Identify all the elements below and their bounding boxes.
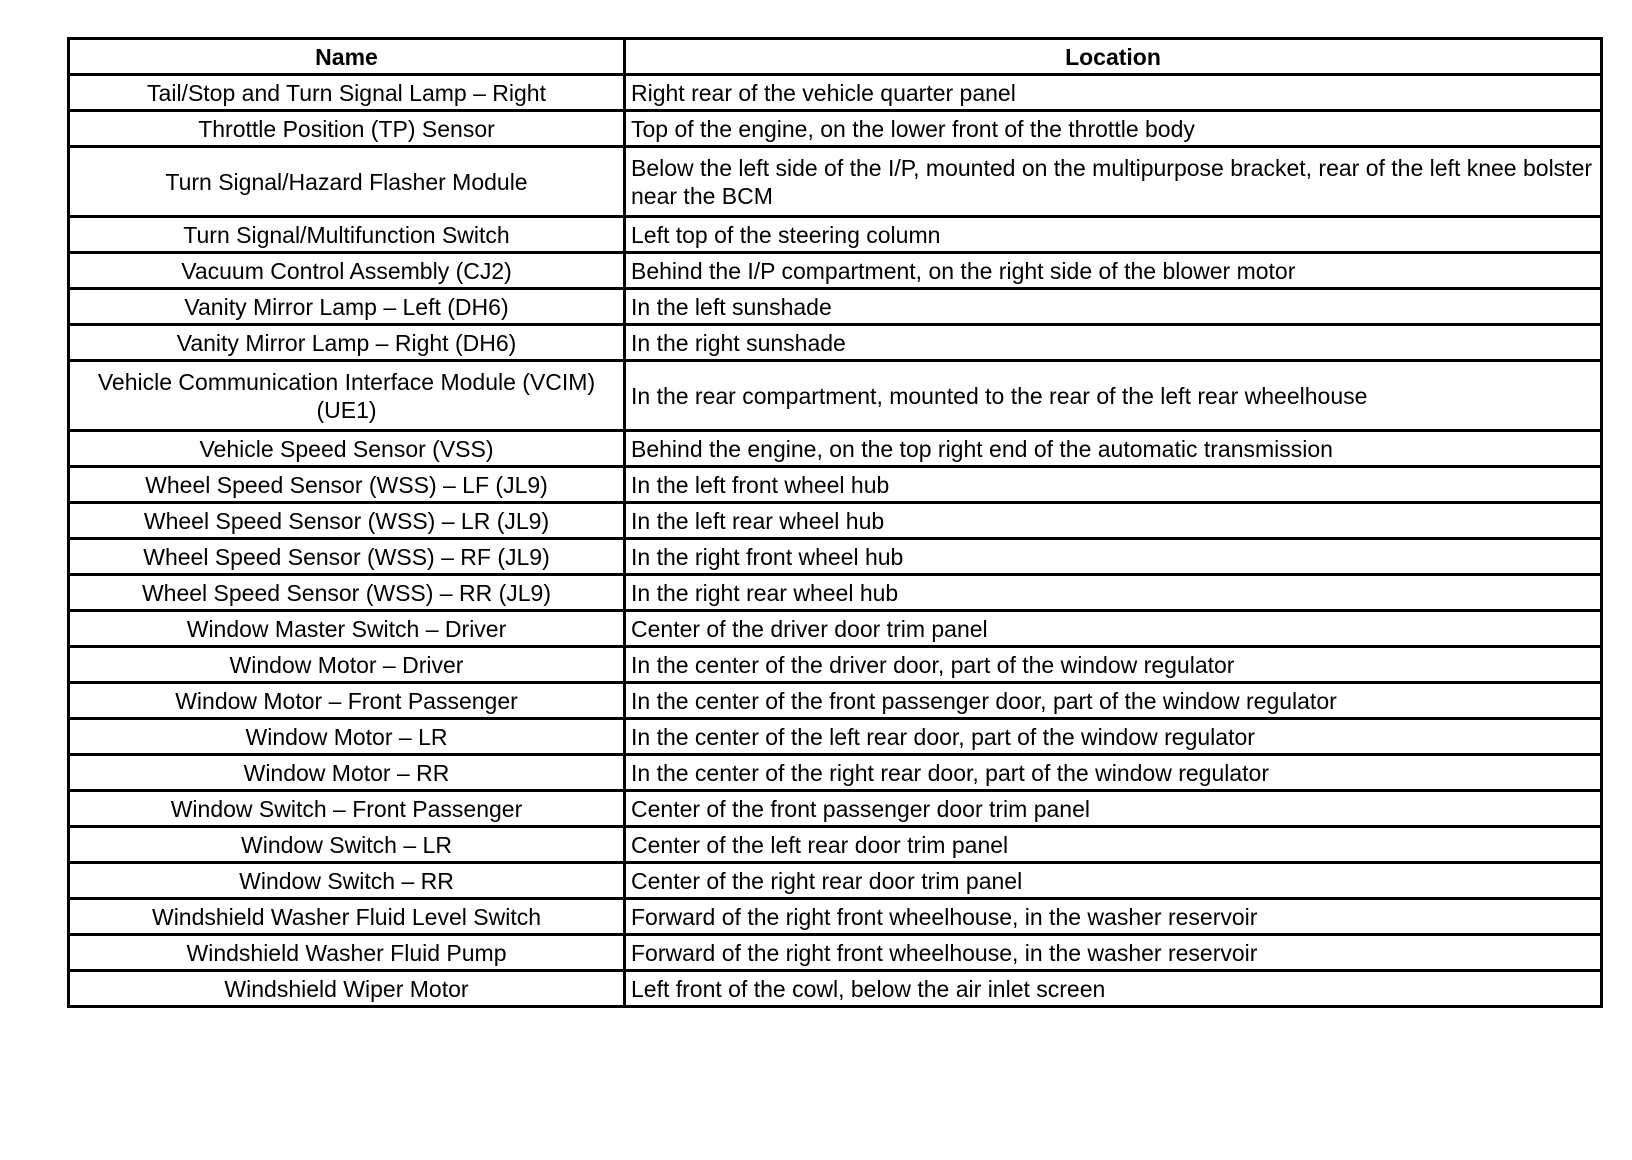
table-row: [69, 503, 1602, 539]
component-location-cell: Behind the engine, on the top right end of the automatic transmission: [625, 431, 1602, 467]
table-header: [69, 39, 1602, 75]
component-name-cell: Windshield Washer Fluid Pump: [69, 935, 625, 971]
component-name-cell: Windshield Wiper Motor: [69, 971, 625, 1007]
component-name-cell: Window Motor – RR: [69, 755, 625, 791]
component-location-cell: Center of the right rear door trim panel: [625, 863, 1602, 899]
table-row: [69, 539, 1602, 575]
component-location-cell: Center of the driver door trim panel: [625, 611, 1602, 647]
component-location-cell: Left top of the steering column: [625, 217, 1602, 253]
component-location-table: [67, 37, 1603, 1008]
component-location-cell: In the center of the right rear door, part of the window regulator: [625, 755, 1602, 791]
component-location-cell: Left front of the cowl, below the air inlet screen: [625, 971, 1602, 1007]
table-row: [69, 75, 1602, 111]
component-name-cell: Turn Signal/Hazard Flasher Module: [69, 147, 625, 217]
component-location-cell: Forward of the right front wheelhouse, in the washer reservoir: [625, 899, 1602, 935]
component-location-cell: In the right rear wheel hub: [625, 575, 1602, 611]
table-row: [69, 971, 1602, 1007]
component-name-cell: Window Motor – Front Passenger: [69, 683, 625, 719]
table-row: [69, 289, 1602, 325]
component-location-cell: Forward of the right front wheelhouse, in the washer reservoir: [625, 935, 1602, 971]
component-name-cell: Window Motor – LR: [69, 719, 625, 755]
component-location-cell: In the rear compartment, mounted to the rear of the left rear wheelhouse: [625, 361, 1602, 431]
component-name-cell: Vehicle Communication Interface Module (VCIM) (UE1): [69, 361, 625, 431]
component-location-cell: In the right sunshade: [625, 325, 1602, 361]
component-name-cell: Wheel Speed Sensor (WSS) – LF (JL9): [69, 467, 625, 503]
component-name-cell: Window Master Switch – Driver: [69, 611, 625, 647]
component-name-cell: Window Switch – LR: [69, 827, 625, 863]
component-name-cell: Wheel Speed Sensor (WSS) – LR (JL9): [69, 503, 625, 539]
component-name-cell: Wheel Speed Sensor (WSS) – RF (JL9): [69, 539, 625, 575]
name-column-header: Name: [69, 39, 625, 75]
table-row: [69, 791, 1602, 827]
table-row: [69, 899, 1602, 935]
component-location-cell: Behind the I/P compartment, on the right side of the blower motor: [625, 253, 1602, 289]
component-location-cell: Center of the front passenger door trim panel: [625, 791, 1602, 827]
component-location-cell: In the right front wheel hub: [625, 539, 1602, 575]
table-row: [69, 611, 1602, 647]
component-location-cell: In the left rear wheel hub: [625, 503, 1602, 539]
component-location-cell: Below the left side of the I/P, mounted on the multipurpose bracket, rear of the left knee bolster near the BCM: [625, 147, 1602, 217]
table-row: [69, 431, 1602, 467]
location-column-header: Location: [625, 39, 1602, 75]
table-row: [69, 647, 1602, 683]
component-name-cell: Window Switch – Front Passenger: [69, 791, 625, 827]
table-row: [69, 755, 1602, 791]
table-row: [69, 253, 1602, 289]
table-row: [69, 111, 1602, 147]
component-name-cell: Window Motor – Driver: [69, 647, 625, 683]
table-row: [69, 863, 1602, 899]
component-location-cell: In the center of the front passenger door, part of the window regulator: [625, 683, 1602, 719]
component-name-cell: Vanity Mirror Lamp – Left (DH6): [69, 289, 625, 325]
table-row: [69, 935, 1602, 971]
component-name-cell: Vanity Mirror Lamp – Right (DH6): [69, 325, 625, 361]
component-location-cell: In the left front wheel hub: [625, 467, 1602, 503]
component-name-cell: Vehicle Speed Sensor (VSS): [69, 431, 625, 467]
component-location-cell: Right rear of the vehicle quarter panel: [625, 75, 1602, 111]
table-row: [69, 325, 1602, 361]
table-row: [69, 827, 1602, 863]
component-location-cell: In the center of the left rear door, part of the window regulator: [625, 719, 1602, 755]
component-name-cell: Throttle Position (TP) Sensor: [69, 111, 625, 147]
table-row: [69, 575, 1602, 611]
table-row: [69, 147, 1602, 217]
component-name-cell: Windshield Washer Fluid Level Switch: [69, 899, 625, 935]
component-location-cell: In the left sunshade: [625, 289, 1602, 325]
header-row: [69, 39, 1602, 75]
component-name-cell: Window Switch – RR: [69, 863, 625, 899]
table-row: [69, 719, 1602, 755]
table-row: [69, 361, 1602, 431]
table-row: [69, 683, 1602, 719]
component-location-cell: Center of the left rear door trim panel: [625, 827, 1602, 863]
table-body: [69, 75, 1602, 1007]
component-name-cell: Turn Signal/Multifunction Switch: [69, 217, 625, 253]
component-location-cell: Top of the engine, on the lower front of the throttle body: [625, 111, 1602, 147]
component-location-cell: In the center of the driver door, part of the window regulator: [625, 647, 1602, 683]
component-name-cell: Wheel Speed Sensor (WSS) – RR (JL9): [69, 575, 625, 611]
table-row: [69, 467, 1602, 503]
component-name-cell: Tail/Stop and Turn Signal Lamp – Right: [69, 75, 625, 111]
component-name-cell: Vacuum Control Assembly (CJ2): [69, 253, 625, 289]
table-row: [69, 217, 1602, 253]
